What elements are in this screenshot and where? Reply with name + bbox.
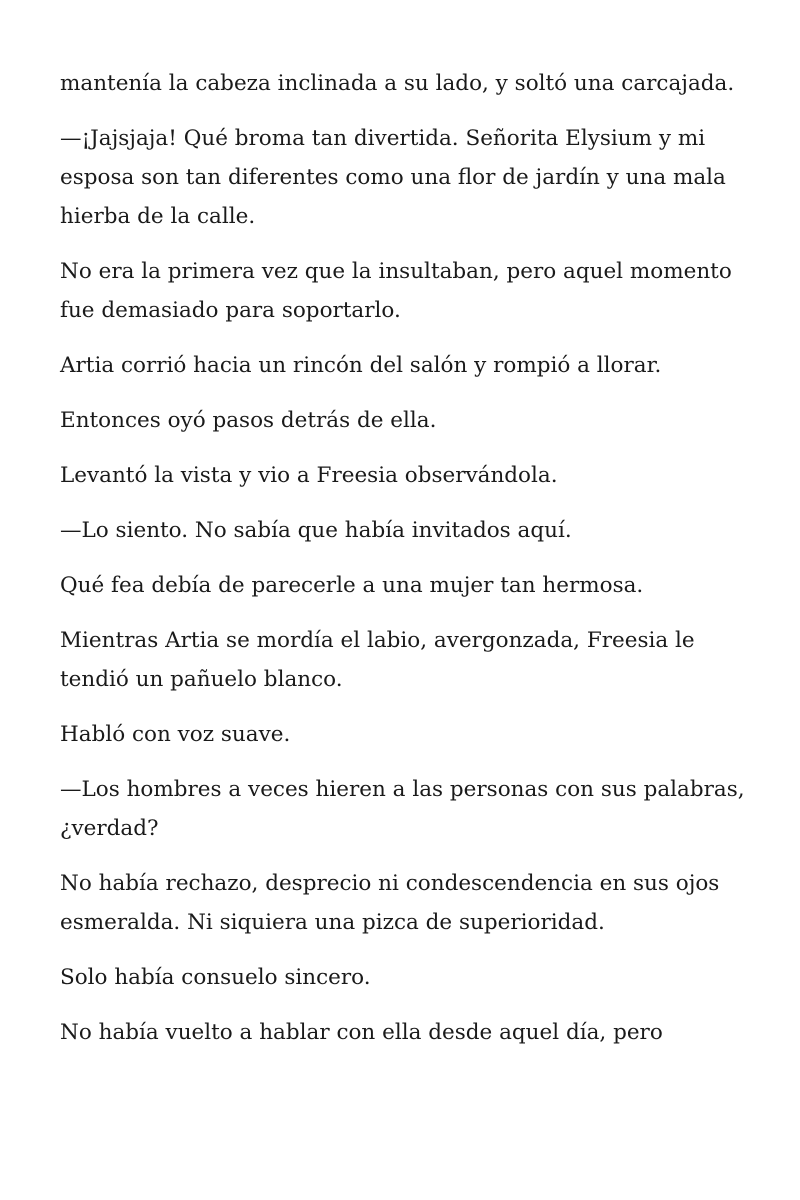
paragraph: Habló con voz suave. (60, 722, 291, 747)
paragraph: No había vuelto a hablar con ella desde aquel día, pero (60, 1020, 663, 1045)
paragraph: —¡Jajsjaja! Qué broma tan divertida. Señorita Elysium y mi esposa son tan diferentes como una flor de jardín y una mala hierba de la calle. (60, 126, 726, 229)
paragraph: Qué fea debía de parecerle a una mujer tan hermosa. (60, 573, 644, 598)
paragraph: No era la primera vez que la insultaban, pero aquel momento fue demasiado para soportarlo. (60, 259, 732, 323)
paragraph: —Lo siento. No sabía que había invitados aquí. (60, 518, 572, 543)
paragraph: Levantó la vista y vio a Freesia observándola. (60, 463, 558, 488)
paragraph: No había rechazo, desprecio ni condescendencia en sus ojos esmeralda. Ni siquiera una pizca de superioridad. (60, 871, 720, 935)
paragraph: Mientras Artia se mordía el labio, avergonzada, Freesia le tendió un pañuelo blanco. (60, 628, 695, 692)
paragraph: —Los hombres a veces hieren a las personas con sus palabras, ¿verdad? (60, 777, 745, 841)
paragraph: Entonces oyó pasos detrás de ella. (60, 408, 437, 433)
paragraph: mantenía la cabeza inclinada a su lado, y soltó una carcajada. (60, 71, 735, 96)
paragraph: Solo había consuelo sincero. (60, 965, 371, 990)
paragraph: Artia corrió hacia un rincón del salón y rompió a llorar. (60, 353, 662, 378)
reader-page (60, 64, 750, 1068)
